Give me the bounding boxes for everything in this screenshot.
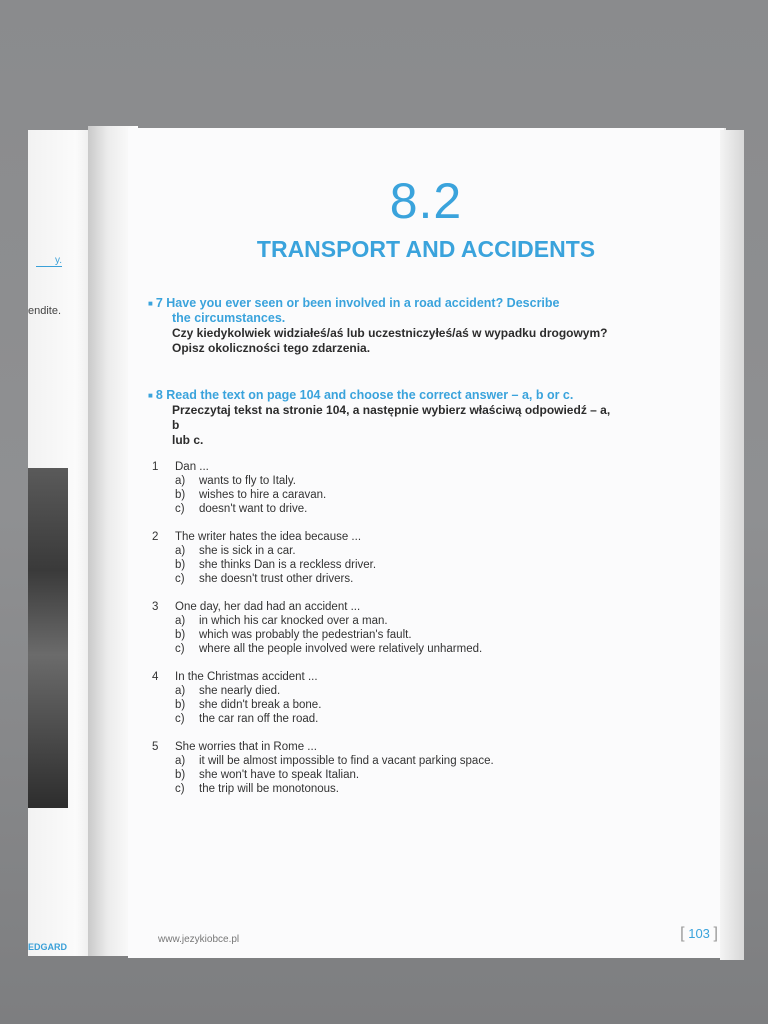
option-letter: a) <box>175 685 186 697</box>
question-stem: One day, her dad had an accident ... <box>175 601 361 613</box>
question-stem: Dan ... <box>175 461 209 473</box>
answer-option <box>175 502 572 516</box>
option-text: it will be almost impossible to find a vacant parking space. <box>199 755 494 767</box>
option-text: she is sick in a car. <box>199 545 296 557</box>
exercise-8 <box>148 388 618 448</box>
footer-url: www.jezykiobce.pl <box>158 934 240 945</box>
option-letter: c) <box>175 643 185 655</box>
question-3 <box>152 600 572 656</box>
instruction-en-line: Read the text on page 104 and choose the correct answer – a, b or c. <box>166 388 574 402</box>
bracket-close: ] <box>713 925 718 942</box>
answer-option <box>175 712 572 726</box>
instruction-pl-line: Opisz okoliczności tego zdarzenia. <box>172 341 371 356</box>
instruction-en-line: Have you ever seen or been involved in a road accident? Describe <box>166 296 560 310</box>
open-book <box>28 122 744 960</box>
option-text: she thinks Dan is a reckless driver. <box>199 559 377 571</box>
exercise-7-instruction-pl <box>172 326 618 356</box>
answer-option <box>175 628 572 642</box>
left-page-photo <box>28 468 68 808</box>
option-letter: a) <box>175 755 186 767</box>
question-number: 3 <box>152 601 159 613</box>
answer-option <box>175 544 572 558</box>
question-2 <box>152 530 572 586</box>
question-stem: The writer hates the idea because ... <box>175 531 362 543</box>
option-text: she nearly died. <box>199 685 281 697</box>
bullet-marker-icon: ■ <box>148 299 153 309</box>
answer-option <box>175 474 572 488</box>
section-number: 8.2 <box>389 173 463 229</box>
option-text: wants to fly to Italy. <box>199 475 296 487</box>
question-5 <box>152 740 572 796</box>
exercise-8-instruction-en <box>148 388 618 403</box>
answer-option <box>175 782 572 796</box>
option-text: in which his car knocked over a man. <box>199 615 388 627</box>
page-number-value: 103 <box>688 926 710 941</box>
page-number <box>680 925 718 943</box>
option-text: she didn't break a bone. <box>199 699 322 711</box>
option-letter: b) <box>175 559 186 571</box>
publisher-logo: EDGARD <box>28 942 68 952</box>
option-letter: b) <box>175 699 186 711</box>
option-text: she doesn't trust other drivers. <box>199 573 354 585</box>
answer-option <box>175 698 572 712</box>
option-letter: a) <box>175 475 186 487</box>
option-letter: b) <box>175 489 186 501</box>
instruction-en-line: the circumstances. <box>172 311 286 326</box>
answer-option <box>175 754 572 768</box>
option-text: where all the people involved were relatively unharmed. <box>199 643 483 655</box>
exercise-7-instruction-en <box>148 296 618 326</box>
question-number: 1 <box>152 461 159 473</box>
bullet-marker-icon: ■ <box>148 391 153 401</box>
section-title: TRANSPORT AND ACCIDENTS <box>256 236 596 262</box>
option-text: the trip will be monotonous. <box>199 783 339 795</box>
instruction-pl-line: Czy kiedykolwiek widziałeś/aś lub uczestniczyłeś/aś w wypadku drogowym? <box>172 326 608 341</box>
bracket-open: [ <box>680 925 685 942</box>
answer-option <box>175 684 572 698</box>
question-4 <box>152 670 572 726</box>
answer-option <box>175 488 572 502</box>
left-page-fragment-link: y. <box>36 255 62 267</box>
instruction-pl-line: Przeczytaj tekst na stronie 104, a następnie wybierz właściwą odpowiedź – a, b <box>172 403 611 433</box>
right-page <box>128 128 724 958</box>
option-letter: c) <box>175 573 185 585</box>
option-text: wishes to hire a caravan. <box>199 489 327 501</box>
option-letter: b) <box>175 629 186 641</box>
option-letter: a) <box>175 615 186 627</box>
answer-option <box>175 614 572 628</box>
instruction-pl-line: lub c. <box>172 433 204 448</box>
exercise-number: 7 <box>155 296 163 310</box>
option-letter: a) <box>175 545 186 557</box>
question-number: 5 <box>152 741 159 753</box>
question-number: 2 <box>152 531 159 543</box>
option-letter: b) <box>175 769 186 781</box>
option-text: she won't have to speak Italian. <box>199 769 360 781</box>
question-number: 4 <box>152 671 159 683</box>
answer-option <box>175 768 572 782</box>
option-text: which was probably the pedestrian's fault. <box>199 629 412 641</box>
question-stem: She worries that in Rome ... <box>175 741 317 753</box>
option-letter: c) <box>175 713 185 725</box>
question-1 <box>152 460 572 516</box>
answer-option <box>175 642 572 656</box>
option-letter: c) <box>175 783 185 795</box>
exercise-8-instruction-pl <box>172 403 618 448</box>
option-letter: c) <box>175 503 185 515</box>
option-text: doesn't want to drive. <box>199 503 308 515</box>
answer-option <box>175 558 572 572</box>
option-text: the car ran off the road. <box>199 713 319 725</box>
exercise-7 <box>148 296 618 356</box>
answer-option <box>175 572 572 586</box>
left-page-fragment-text: endite. <box>28 305 62 317</box>
exercise-number: 8 <box>155 388 163 402</box>
question-stem: In the Christmas accident ... <box>175 671 318 683</box>
